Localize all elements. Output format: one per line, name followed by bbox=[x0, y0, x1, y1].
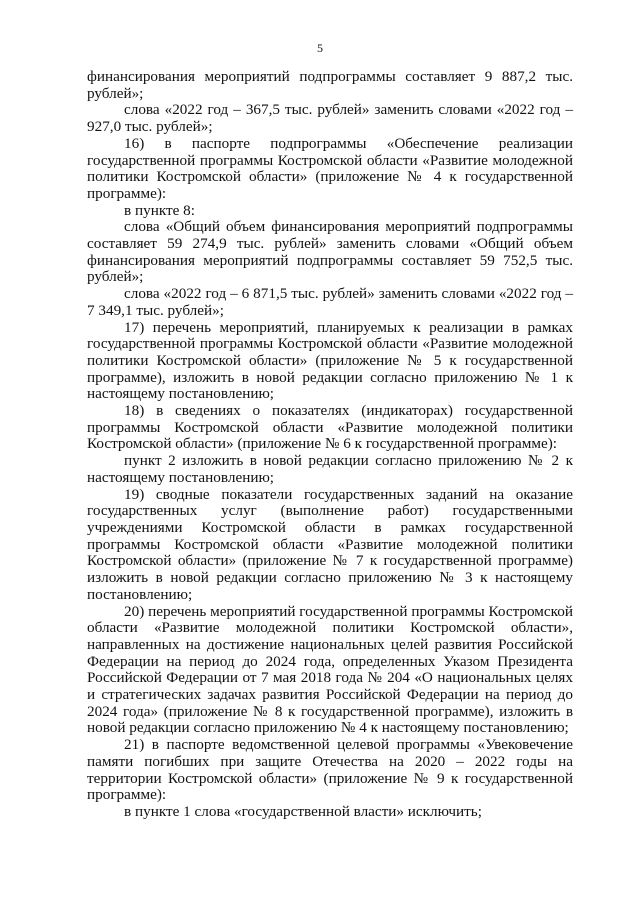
document-body bbox=[87, 69, 573, 821]
paragraph: 16) в паспорте подпрограммы «Обеспечение реализации государственной программы Костромской области «Развитие молодежной политики Костромской области» (приложение № 4 к государственной программе): bbox=[87, 134, 573, 202]
paragraph: слова «2022 год – 367,5 тыс. рублей» заменить словами «2022 год – 927,0 тыс. рублей»; bbox=[87, 101, 573, 136]
paragraph: 20) перечень мероприятий государственной программы Костромской области «Развитие молодежной политики Костромской области», направленных на достижение национальных целей развития Российской Федерации на период до 2024 года, определенных Указом Президента Российской Федерации от 7 мая 2018 года № 204 «О национальных целях и стратегических задачах развития Российской Федерации на период до 2024 года» (приложение № 8 к государственной программе), изложить в новой редакции согласно приложению № 4 к настоящему постановлению; bbox=[87, 602, 573, 737]
page-number: 5 bbox=[317, 41, 323, 55]
paragraph: 21) в паспорте ведомственной целевой программы «Увековечение памяти погибших при защите Отечества на 2020 – 2022 годы на территории Костромской области» (приложение № 9 к государственной программе): bbox=[87, 736, 573, 804]
paragraph: слова «2022 год – 6 871,5 тыс. рублей» заменить словами «2022 год – 7 349,1 тыс. рублей»; bbox=[87, 285, 573, 319]
paragraph: слова «Общий объем финансирования мероприятий подпрограммы составляет 59 274,9 тыс. рублей» заменить словами «Общий объем финансирования мероприятий подпрограммы составляет 59 752,5 тыс. рублей»; bbox=[87, 218, 573, 286]
paragraph: в пункте 1 слова «государственной власти» исключить; bbox=[124, 802, 482, 820]
paragraph: 19) сводные показатели государственных заданий на оказание государственных услуг (выполнение работ) государственными учреждениями Костромской области в рамках государственной программы Костромской области «Развитие молодежной политики Костромской области» (приложение № 7 к государственной программе) изложить в новой редакции согласно приложению № 3 к настоящему постановлению; bbox=[87, 485, 573, 603]
paragraph: 17) перечень мероприятий, планируемых к реализации в рамках государственной программы Костромской области «Развитие молодежной политики Костромской области» (приложение № 5 к государственной программе), изложить в новой редакции согласно приложению № 1 к настоящему постановлению; bbox=[87, 318, 573, 403]
paragraph: 18) в сведениях о показателях (индикаторах) государственной программы Костромской области «Развитие молодежной политики Костромской области» (приложение № 6 к государственной программе): bbox=[87, 402, 573, 453]
paragraph: в пункте 8: bbox=[124, 201, 195, 219]
paragraph: пункт 2 изложить в новой редакции согласно приложению № 2 к настоящему постановлению; bbox=[87, 452, 573, 486]
paragraph: финансирования мероприятий подпрограммы составляет 9 887,2 тыс. рублей»; bbox=[87, 68, 573, 102]
